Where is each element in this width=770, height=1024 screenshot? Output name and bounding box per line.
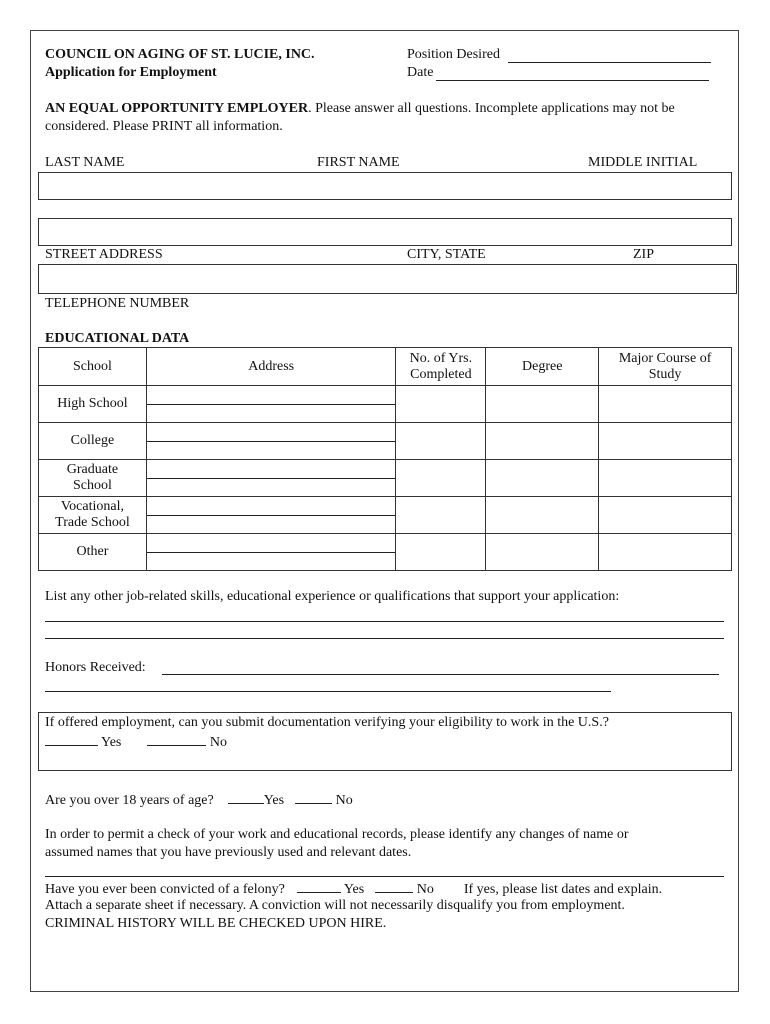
- names-check-field[interactable]: [45, 876, 724, 877]
- position-desired-label: Position Desired: [407, 47, 500, 62]
- eligibility-answers: [45, 733, 227, 751]
- major-cell[interactable]: [599, 386, 732, 423]
- skills-line-2[interactable]: [45, 638, 724, 639]
- felony-line-3: CRIMINAL HISTORY WILL BE CHECKED UPON HIRE.: [45, 916, 387, 931]
- eligibility-question: If offered employment, can you submit documentation verifying your eligibility to work in the U.S.?: [45, 715, 609, 730]
- degree-cell[interactable]: [486, 386, 599, 423]
- eligibility-yes-label: Yes: [100, 735, 122, 750]
- age-question-row: [45, 791, 353, 809]
- years-cell[interactable]: [396, 386, 486, 423]
- age-yes-blank[interactable]: [228, 791, 264, 804]
- eligibility-no-label: No: [209, 735, 227, 750]
- education-row-other: [39, 534, 732, 571]
- major-cell[interactable]: [599, 460, 732, 497]
- eligibility-no-blank[interactable]: [147, 733, 206, 746]
- zip-label: ZIP: [633, 247, 654, 262]
- degree-cell[interactable]: [486, 497, 599, 534]
- names-check-line-2: assumed names that you have previously used and relevant dates.: [45, 845, 412, 860]
- names-check-line-1: In order to permit a check of your work and educational records, please identify any changes of name or: [45, 827, 629, 842]
- years-cell[interactable]: [396, 460, 486, 497]
- school-name-cell: High School: [39, 386, 147, 423]
- date-label: Date: [407, 65, 434, 80]
- years-cell[interactable]: [396, 497, 486, 534]
- felony-yes-blank[interactable]: [297, 880, 341, 893]
- age-no-blank[interactable]: [295, 791, 332, 804]
- education-title: EDUCATIONAL DATA: [45, 331, 190, 346]
- age-yes-label: Yes: [263, 793, 285, 808]
- telephone-label: TELEPHONE NUMBER: [45, 296, 190, 311]
- equal-opportunity-heading: AN EQUAL OPPORTUNITY EMPLOYER: [45, 101, 309, 116]
- degree-cell[interactable]: [486, 423, 599, 460]
- skills-prompt: List any other job-related skills, educational experience or qualifications that support your application:: [45, 589, 620, 604]
- degree-header: Degree: [486, 348, 599, 386]
- felony-no-label: No: [416, 882, 434, 897]
- education-row-college: [39, 423, 732, 460]
- intro-text-1: . Please answer all questions. Incomplete applications may not be: [308, 101, 675, 116]
- education-row-high-school: [39, 386, 732, 423]
- degree-cell[interactable]: [486, 460, 599, 497]
- street-address-label: STREET ADDRESS: [45, 247, 163, 262]
- school-name-cell: Graduate School: [39, 460, 147, 497]
- school-address-cell[interactable]: [146, 534, 396, 571]
- intro-line-1: [45, 101, 675, 117]
- education-row-vocational: [39, 497, 732, 534]
- education-row-graduate: [39, 460, 732, 497]
- position-desired-field[interactable]: [508, 62, 711, 63]
- last-name-label: LAST NAME: [45, 155, 125, 170]
- address-input-box[interactable]: [38, 264, 737, 294]
- middle-initial-label: MIDDLE INITIAL: [588, 155, 698, 170]
- felony-explain: If yes, please list dates and explain.: [463, 882, 663, 897]
- education-header-row: [39, 348, 732, 386]
- city-state-label: CITY, STATE: [407, 247, 486, 262]
- school-address-cell[interactable]: [146, 460, 396, 497]
- name-input-box[interactable]: [38, 172, 732, 200]
- years-cell[interactable]: [396, 534, 486, 571]
- felony-line-2: Attach a separate sheet if necessary. A conviction will not necessarily disqualify you from employment.: [45, 898, 625, 913]
- first-name-label: FIRST NAME: [317, 155, 400, 170]
- felony-no-blank[interactable]: [375, 880, 413, 893]
- years-cell[interactable]: [396, 423, 486, 460]
- school-address-cell[interactable]: [146, 386, 396, 423]
- years-header: No. of Yrs. Completed: [396, 348, 486, 386]
- major-cell[interactable]: [599, 423, 732, 460]
- school-name-cell: Vocational, Trade School: [39, 497, 147, 534]
- school-address-cell[interactable]: [146, 497, 396, 534]
- extra-name-box[interactable]: [38, 218, 732, 246]
- major-cell[interactable]: [599, 534, 732, 571]
- school-name-cell: Other: [39, 534, 147, 571]
- school-header: School: [39, 348, 147, 386]
- honors-label: Honors Received:: [45, 660, 146, 675]
- school-name-cell: College: [39, 423, 147, 460]
- felony-yes-label: Yes: [343, 882, 365, 897]
- form-subtitle: Application for Employment: [45, 65, 217, 80]
- address-header: Address: [146, 348, 396, 386]
- date-field[interactable]: [436, 80, 709, 81]
- skills-line-1[interactable]: [45, 621, 724, 622]
- eligibility-yes-blank[interactable]: [45, 733, 98, 746]
- age-no-label: No: [335, 793, 353, 808]
- major-header: Major Course of Study: [599, 348, 732, 386]
- felony-question-row: [45, 880, 662, 898]
- education-table: [38, 347, 732, 571]
- org-name: COUNCIL ON AGING OF ST. LUCIE, INC.: [45, 47, 315, 62]
- intro-line-2: considered. Please PRINT all information.: [45, 119, 283, 134]
- age-question: Are you over 18 years of age?: [45, 793, 214, 808]
- felony-question: Have you ever been convicted of a felony?: [45, 882, 285, 897]
- major-cell[interactable]: [599, 497, 732, 534]
- school-address-cell[interactable]: [146, 423, 396, 460]
- honors-line-2[interactable]: [45, 691, 611, 692]
- honors-field[interactable]: [162, 674, 719, 675]
- degree-cell[interactable]: [486, 534, 599, 571]
